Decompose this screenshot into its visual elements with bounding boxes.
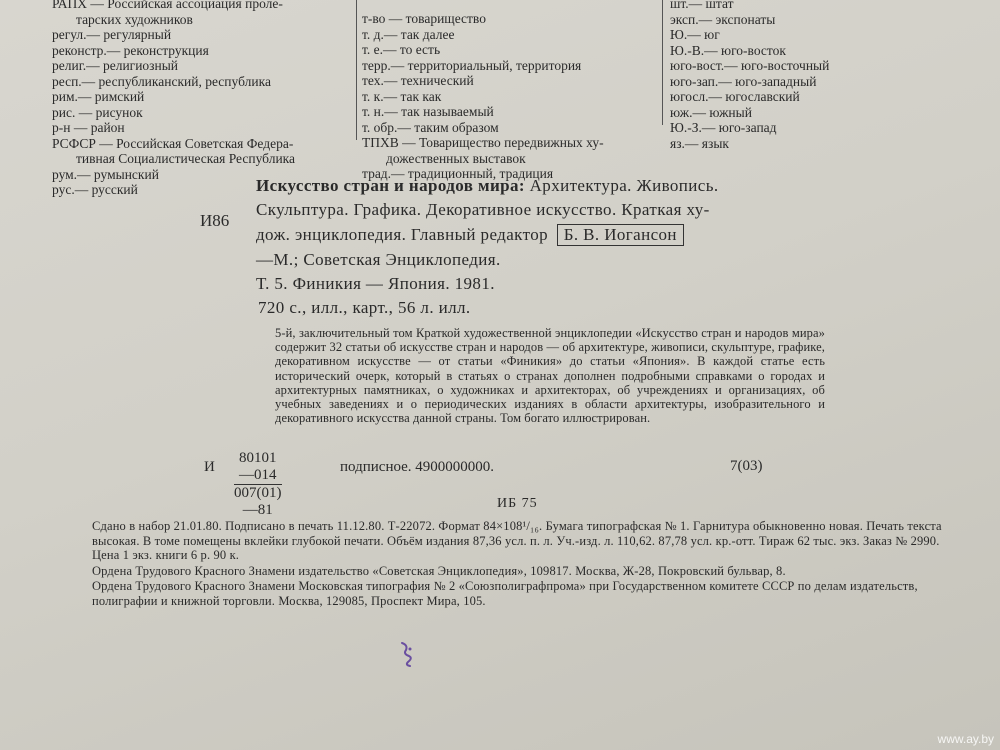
imprint-paragraph: Сдано в набор 21.01.80. Подписано в печать 11.12.80. Т-22072. Формат 84×108¹/₁₆. Бумага типографская № 1. Гарнитура обыкновенно новая. Печать текста высокая. В томе помещены вклейки глубокой печати. Объём издания 87,36 усл. п. л. Уч.-изд. л. 110,62. 87,78 усл. кр.-отт. Тираж 62 тыс. экз. Заказ № 2990. Цена 1 экз. книги 6 р. 90 к. bbox=[92, 519, 942, 563]
abbr-row: т. н.— так называемый bbox=[362, 104, 494, 119]
column-divider bbox=[662, 0, 663, 125]
abbr-row: регул.— регулярный bbox=[52, 27, 172, 42]
abbr-row: яз.— язык bbox=[670, 135, 729, 151]
abbr-row: дожественных выставок bbox=[386, 150, 526, 166]
abbreviations-column-1 bbox=[52, 0, 352, 198]
abbr-row: рим.— римский bbox=[52, 89, 145, 104]
ib-number: ИБ 75 bbox=[497, 496, 538, 511]
catalog-line-6: 720 с., илл., карт., 56 л. илл. bbox=[258, 298, 471, 317]
abbr-row: рис. — рисунок bbox=[52, 104, 143, 120]
abbr-row: т. е.— то есть bbox=[362, 42, 441, 57]
abbr-row: религ.— религиозный bbox=[52, 58, 179, 73]
imprint-paragraph: Ордена Трудового Красного Знамени Московская типография № 2 «Союзполиграфпрома» при Государственном комитете СССР по делам издательств, полиграфии и книжной торговли. Москва, 129085, Проспект Мира, 105. bbox=[92, 579, 918, 608]
site-watermark: www.ay.by bbox=[937, 732, 994, 746]
abbr-row: реконстр.— реконструкция bbox=[52, 42, 209, 58]
catalog-code: И86 bbox=[200, 211, 230, 230]
abbr-row: трад.— традиционный, традиция bbox=[362, 166, 554, 181]
catalog-line-2: Скульптура. Графика. Декоративное искусство. Краткая ху- bbox=[256, 200, 710, 219]
abbr-row: рус.— русский bbox=[52, 182, 138, 197]
ink-stamp-mark bbox=[398, 640, 416, 668]
column-divider bbox=[356, 0, 357, 140]
catalog-editor-label: дож. энциклопедия. Главный редактор bbox=[256, 225, 549, 244]
abbr-row: терр.— территориальный, территория bbox=[362, 57, 582, 73]
abbr-row: т. к.— так как bbox=[362, 88, 442, 104]
abbr-row: тивная Социалистическая Республика bbox=[76, 151, 296, 166]
abbr-row: юго-зап.— юго-западный bbox=[670, 73, 817, 89]
abbr-row: тех.— технический bbox=[362, 73, 474, 88]
imprint-paragraph: Ордена Трудового Красного Знамени издательство «Советская Энциклопедия», 109817. Москва, Ж-28, Покровский бульвар, 8. bbox=[92, 563, 786, 578]
abbr-row: югосл.— югославский bbox=[670, 89, 800, 104]
editor-name-box: Б. В. Иогансон bbox=[557, 224, 684, 246]
index-denominator: 007(01)—81 bbox=[234, 485, 282, 518]
abbr-row: т. д.— так далее bbox=[362, 26, 455, 42]
abbr-row: Ю.— юг bbox=[670, 27, 720, 42]
abbr-row: р-н — район bbox=[52, 120, 125, 135]
catalog-line-1 bbox=[256, 176, 719, 196]
index-letter: И bbox=[204, 459, 215, 475]
catalog-title: Искусство стран и народов мира: bbox=[256, 176, 525, 195]
index-fraction bbox=[234, 450, 282, 519]
catalog-line-4: —М.; Советская Энциклопедия. bbox=[256, 250, 501, 269]
imprint-block bbox=[92, 519, 952, 610]
abbr-row: Ю.-В.— юго-восток bbox=[670, 42, 786, 58]
abbreviations-column-2 bbox=[362, 11, 662, 182]
abbr-row: респ.— республиканский, республика bbox=[52, 73, 271, 89]
subscription-label: подписное. 4900000000. bbox=[340, 459, 495, 475]
abbr-row: т. обр.— таким образом bbox=[362, 119, 499, 135]
price-code: 7(03) bbox=[730, 458, 763, 474]
abbr-row: РСФСР — Российская Советская Федера- bbox=[52, 135, 294, 151]
annotation-text: 5-й, заключительный том Краткой художественной энциклопедии «Искусство стран и народов мира» содержит 32 статьи об искусстве стран и народов — об архитектуре, живописи, скульптуре, графике, декоративном искусстве — от статьи «Финикия» до статьи «Япония». В каждой статье есть исторический очерк, который в статьях о странах дополнен подробными справками о городах и архитектурных памятниках, о художниках и архитекторах, об учреждениях и организациях, об учебных заведениях и о периодических изданиях в области архитектуры, изобразительного и декоративного искусства данной страны. Том богато иллюстрирован. bbox=[275, 326, 825, 426]
abbr-row: РАПХ — Российская ассоциация проле- bbox=[52, 0, 283, 11]
catalog-line-1-rest: Архитектура. Живопись. bbox=[529, 176, 719, 195]
abbr-row: тарских художников bbox=[76, 11, 193, 27]
abbreviations-column-3 bbox=[670, 0, 900, 151]
abbr-row: юго-вост.— юго-восточный bbox=[670, 58, 830, 73]
catalog-line-5: Т. 5. Финикия — Япония. 1981. bbox=[256, 274, 495, 293]
annotation-paragraph bbox=[275, 326, 825, 425]
index-numerator: 80101—014 bbox=[234, 450, 282, 485]
abbr-row: Ю.-З.— юго-запад bbox=[670, 120, 777, 135]
abbr-row: т-во — товарищество bbox=[362, 11, 486, 26]
abbr-row: ТПХВ — Товарищество передвижных ху- bbox=[362, 135, 604, 150]
abbr-row: юж.— южный bbox=[670, 104, 752, 120]
abbr-row: эксп.— экспонаты bbox=[670, 11, 776, 27]
abbr-row: рум.— румынский bbox=[52, 166, 159, 182]
abbr-row: шт.— штат bbox=[670, 0, 734, 11]
catalog-line-3 bbox=[256, 224, 684, 246]
